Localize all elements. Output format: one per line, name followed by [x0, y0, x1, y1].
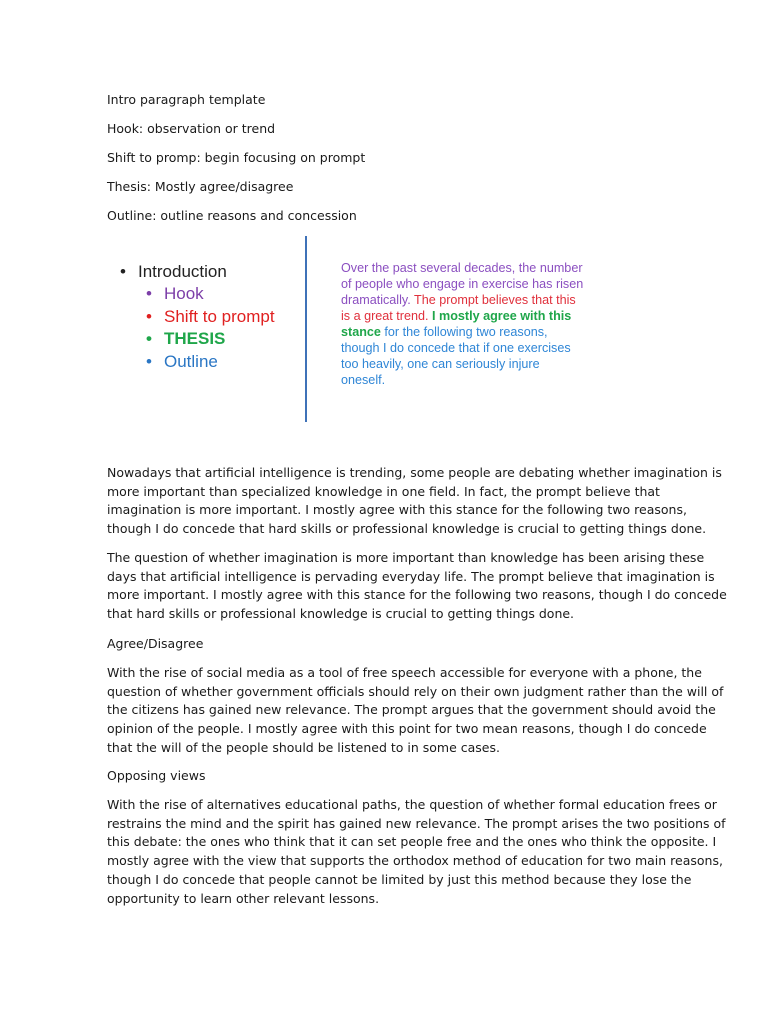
list-item-label: THESIS [164, 329, 226, 348]
list-item-shift [118, 306, 275, 329]
example-line: dramatically. The prompt believes that this [341, 293, 576, 307]
template-outline: Outline: outline reasons and concession [107, 208, 357, 223]
figure-divider [305, 236, 307, 422]
example-line: stance for the following two reasons, [341, 325, 548, 339]
heading-agree-disagree: Agree/Disagree [107, 636, 204, 651]
example-line: though I do concede that if one exercises [341, 341, 571, 355]
paragraph-4: With the rise of alternatives educational paths, the question of whether formal education frees or restrains the mind and the spirit has gained new relevance. The prompt arises the two positions of this debate: the ones who think that it can set people free and the ones who think the opposite. I mostly agree with the view that supports the orthodox method of education for two main reasons, though I do concede that people cannot be limited by just this method because they lose the opportunity to learn other relevant lessons. [107, 797, 726, 906]
list-item-label: Hook [164, 284, 204, 303]
list-item-outline [118, 351, 275, 374]
heading-opposing-views: Opposing views [107, 768, 206, 783]
bullet-icon: • [146, 351, 152, 371]
list-item-introduction: • Introduction [118, 260, 275, 283]
bullet-icon: • [146, 284, 152, 303]
example-line: is a great trend. I mostly agree with this [341, 309, 572, 323]
example-line: oneself. [341, 373, 386, 387]
list-item-thesis [118, 328, 275, 351]
bullet-icon: • [146, 306, 152, 326]
template-hook: Hook: observation or trend [107, 121, 276, 136]
example-paragraph [341, 260, 609, 388]
paragraph-2: The question of whether imagination is more important than knowledge has been arising these days that artificial intelligence is pervading everyday life. The prompt believe that imagination is more important. I mostly agree with this stance for the following two reasons, though I do concede that hard skills or professional knowledge is crucial to getting things done. [107, 550, 727, 622]
example-line: Over the past several decades, the number [341, 261, 583, 275]
template-title: Intro paragraph template [107, 92, 266, 107]
example-line: of people who engage in exercise has risen [341, 277, 584, 291]
list-item-label: Shift to prompt [164, 306, 275, 326]
bullet-icon: • [146, 329, 152, 348]
intro-structure-figure [112, 240, 608, 422]
template-shift: Shift to promp: begin focusing on prompt [107, 150, 366, 165]
example-line: too heavily, one can seriously injure [341, 357, 540, 371]
list-item-label: Outline [164, 351, 218, 371]
paragraph-1: Nowadays that artificial intelligence is trending, some people are debating whether imagination is more important than specialized knowledge in one field. In fact, the prompt believe that imagination is more important. I mostly agree with this stance for the following two reasons, though I do concede that hard skills or professional knowledge is crucial to getting things done. [107, 465, 722, 537]
paragraph-3: With the rise of social media as a tool of free speech accessible for everyone with a phone, the question of whether government officials should rely on their own judgment rather than the will of the citizens has gained new relevance. The prompt argues that the government should avoid the opinion of the people. I mostly agree with this point for two mean reasons, though I do concede that the will of the people should be listened to in some cases. [107, 665, 724, 755]
template-thesis: Thesis: Mostly agree/disagree [107, 179, 294, 194]
intro-outline-list [118, 260, 275, 373]
list-item-hook [118, 283, 275, 306]
